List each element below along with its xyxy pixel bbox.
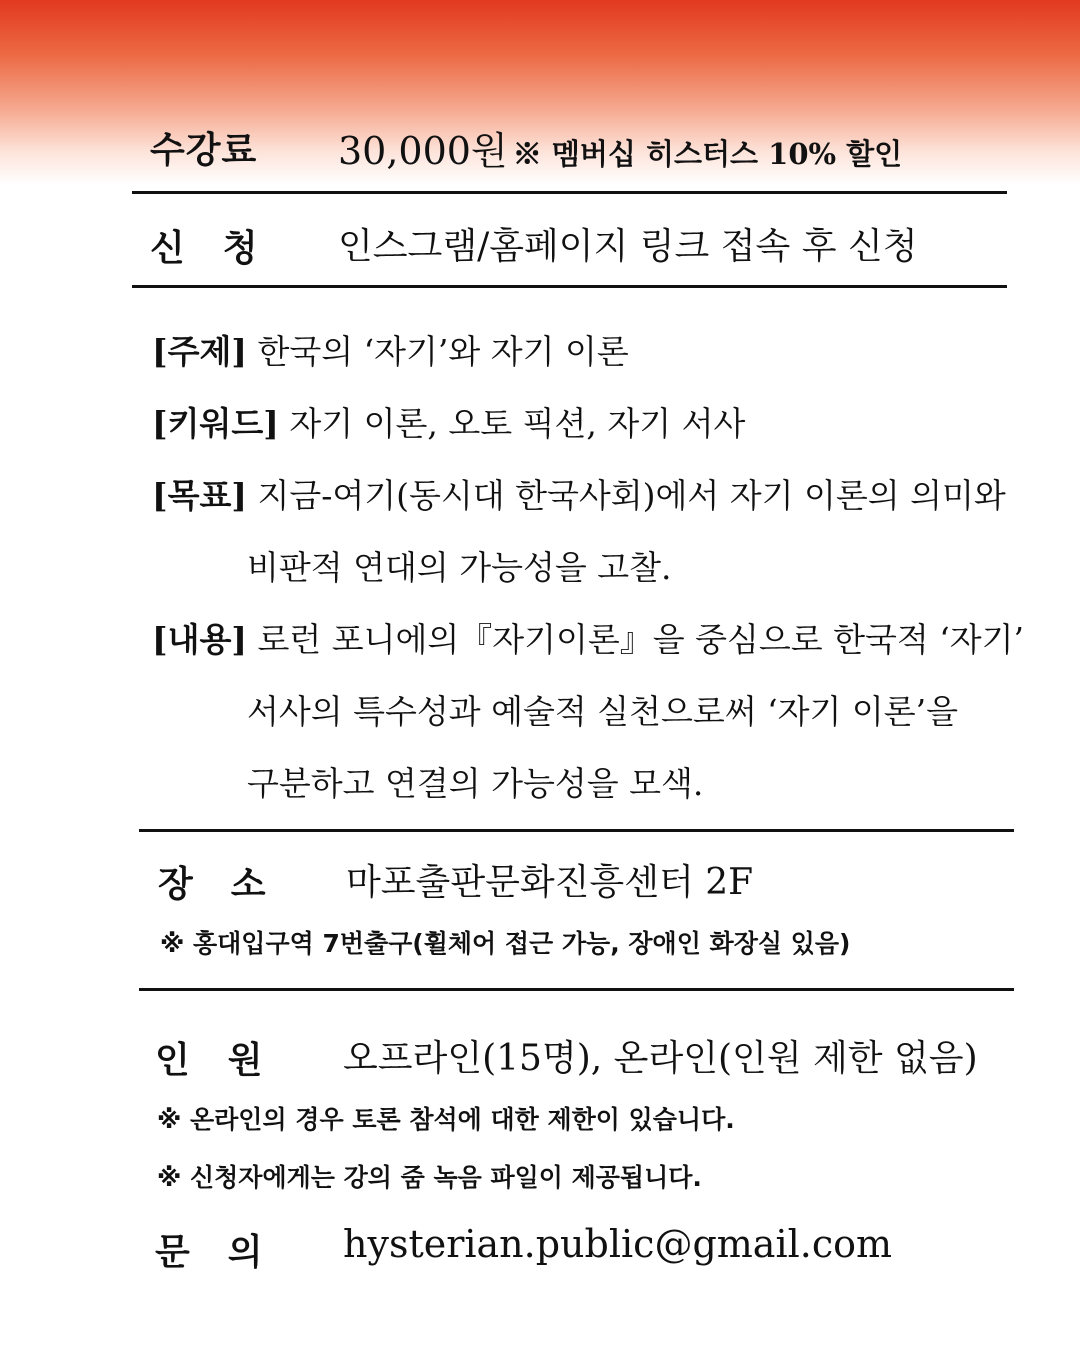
apply-label: 신 청 bbox=[150, 227, 259, 269]
goal-tag: [목표] bbox=[152, 476, 247, 515]
divider bbox=[132, 285, 1007, 288]
contact-label: 문 의 bbox=[155, 1231, 264, 1273]
content-text-1: 로런 포니에의『자기이론』을 중심으로 한국적 ‘자기’ bbox=[257, 620, 1024, 659]
divider bbox=[139, 988, 1014, 991]
venue-value: 마포출판문화진흥센터 2F bbox=[346, 862, 754, 903]
venue-label: 장 소 bbox=[158, 863, 267, 905]
divider bbox=[139, 829, 1014, 832]
content-line-3: 구분하고 연결의 가능성을 모색. bbox=[247, 764, 704, 803]
topic-line bbox=[152, 326, 629, 373]
content-line-2: 서사의 특수성과 예술적 실천으로써 ‘자기 이론’을 bbox=[247, 692, 958, 731]
capacity-note-2: ※ 신청자에게는 강의 줌 녹음 파일이 제공됩니다. bbox=[157, 1163, 702, 1192]
keyword-text: 자기 이론, 오토 픽션, 자기 서사 bbox=[289, 404, 746, 443]
goal-line-1 bbox=[152, 470, 1006, 517]
fee-value: 30,000원 bbox=[338, 129, 508, 173]
apply-value: 인스그램/홈페이지 링크 접속 후 신청 bbox=[338, 226, 918, 267]
divider bbox=[132, 191, 1007, 194]
contact-email[interactable]: hysterian.public@gmail.com bbox=[343, 1222, 893, 1266]
capacity-value: 오프라인(15명), 온라인(인원 제한 없음) bbox=[343, 1038, 978, 1079]
fee-row bbox=[338, 120, 902, 175]
content-tag: [내용] bbox=[152, 620, 247, 659]
fee-discount-note: ※ 멤버십 히스터스 10% 할인 bbox=[512, 137, 903, 171]
topic-tag: [주제] bbox=[152, 332, 247, 371]
capacity-note-1: ※ 온라인의 경우 토론 참석에 대한 제한이 있습니다. bbox=[157, 1105, 735, 1134]
keyword-tag: [키워드] bbox=[152, 404, 279, 443]
goal-text-1: 지금-여기(동시대 한국사회)에서 자기 이론의 의미와 bbox=[257, 476, 1006, 515]
content-line-1 bbox=[152, 614, 1024, 661]
venue-note: ※ 홍대입구역 7번출구(휠체어 접근 가능, 장애인 화장실 있음) bbox=[160, 929, 851, 958]
fee-label: 수강료 bbox=[150, 129, 258, 171]
capacity-label: 인 원 bbox=[155, 1039, 264, 1081]
topic-text: 한국의 ‘자기’와 자기 이론 bbox=[257, 332, 629, 371]
keyword-line bbox=[152, 398, 745, 445]
goal-line-2: 비판적 연대의 가능성을 고찰. bbox=[247, 548, 672, 587]
